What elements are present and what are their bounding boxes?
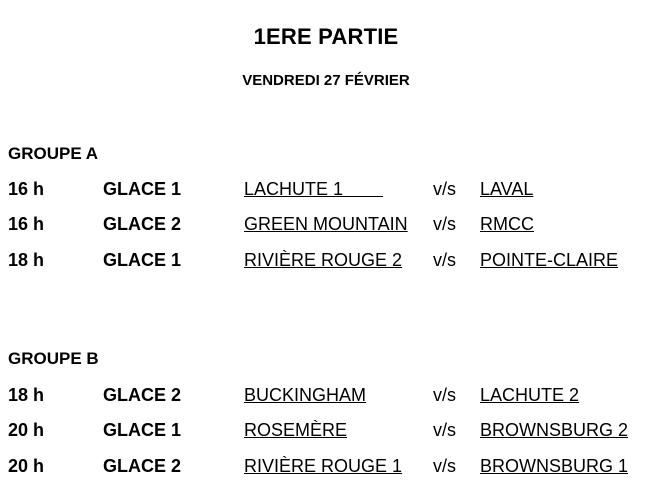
group-a-title: GROUPE A [8, 144, 99, 163]
versus-label: v/s [433, 179, 457, 199]
versus-label: v/s [433, 214, 457, 234]
away-team: POINTE-CLAIRE [480, 250, 619, 270]
schedule-row [0, 420, 652, 444]
away-team: BROWNSBURG 1 [480, 456, 629, 476]
group-b-title: GROUPE B [8, 349, 99, 368]
home-team: ROSEMÈRE [244, 420, 348, 440]
away-team: BROWNSBURG 2 [480, 420, 629, 440]
game-time: 20 h [8, 420, 45, 440]
game-rink: GLACE 1 [103, 179, 182, 199]
game-time: 16 h [8, 179, 45, 199]
game-time: 18 h [8, 385, 45, 405]
game-rink: GLACE 1 [103, 420, 182, 440]
versus-label: v/s [433, 420, 457, 440]
versus-label: v/s [433, 456, 457, 476]
page-title: 1ERE PARTIE [253, 24, 399, 49]
schedule-row [0, 214, 652, 238]
game-time: 16 h [8, 214, 45, 234]
home-team: GREEN MOUNTAIN [244, 214, 408, 234]
home-team: RIVIÈRE ROUGE 1 [244, 456, 403, 476]
schedule-row [0, 385, 652, 409]
game-rink: GLACE 2 [103, 385, 182, 405]
schedule-row [0, 250, 652, 274]
schedule-row [0, 456, 652, 480]
game-time: 20 h [8, 456, 45, 476]
versus-label: v/s [433, 385, 457, 405]
schedule-row [0, 179, 652, 203]
home-team: RIVIÈRE ROUGE 2 [244, 250, 403, 270]
home-team: LACHUTE 1 [244, 179, 384, 199]
away-team: LACHUTE 2 [480, 385, 580, 405]
game-rink: GLACE 2 [103, 456, 182, 476]
game-rink: GLACE 2 [103, 214, 182, 234]
game-time: 18 h [8, 250, 45, 270]
away-team: LAVAL [480, 179, 534, 199]
away-team: RMCC [480, 214, 534, 234]
home-team: BUCKINGHAM [244, 385, 367, 405]
versus-label: v/s [433, 250, 457, 270]
page-date: VENDREDI 27 FÉVRIER [242, 72, 410, 89]
game-rink: GLACE 1 [103, 250, 182, 270]
